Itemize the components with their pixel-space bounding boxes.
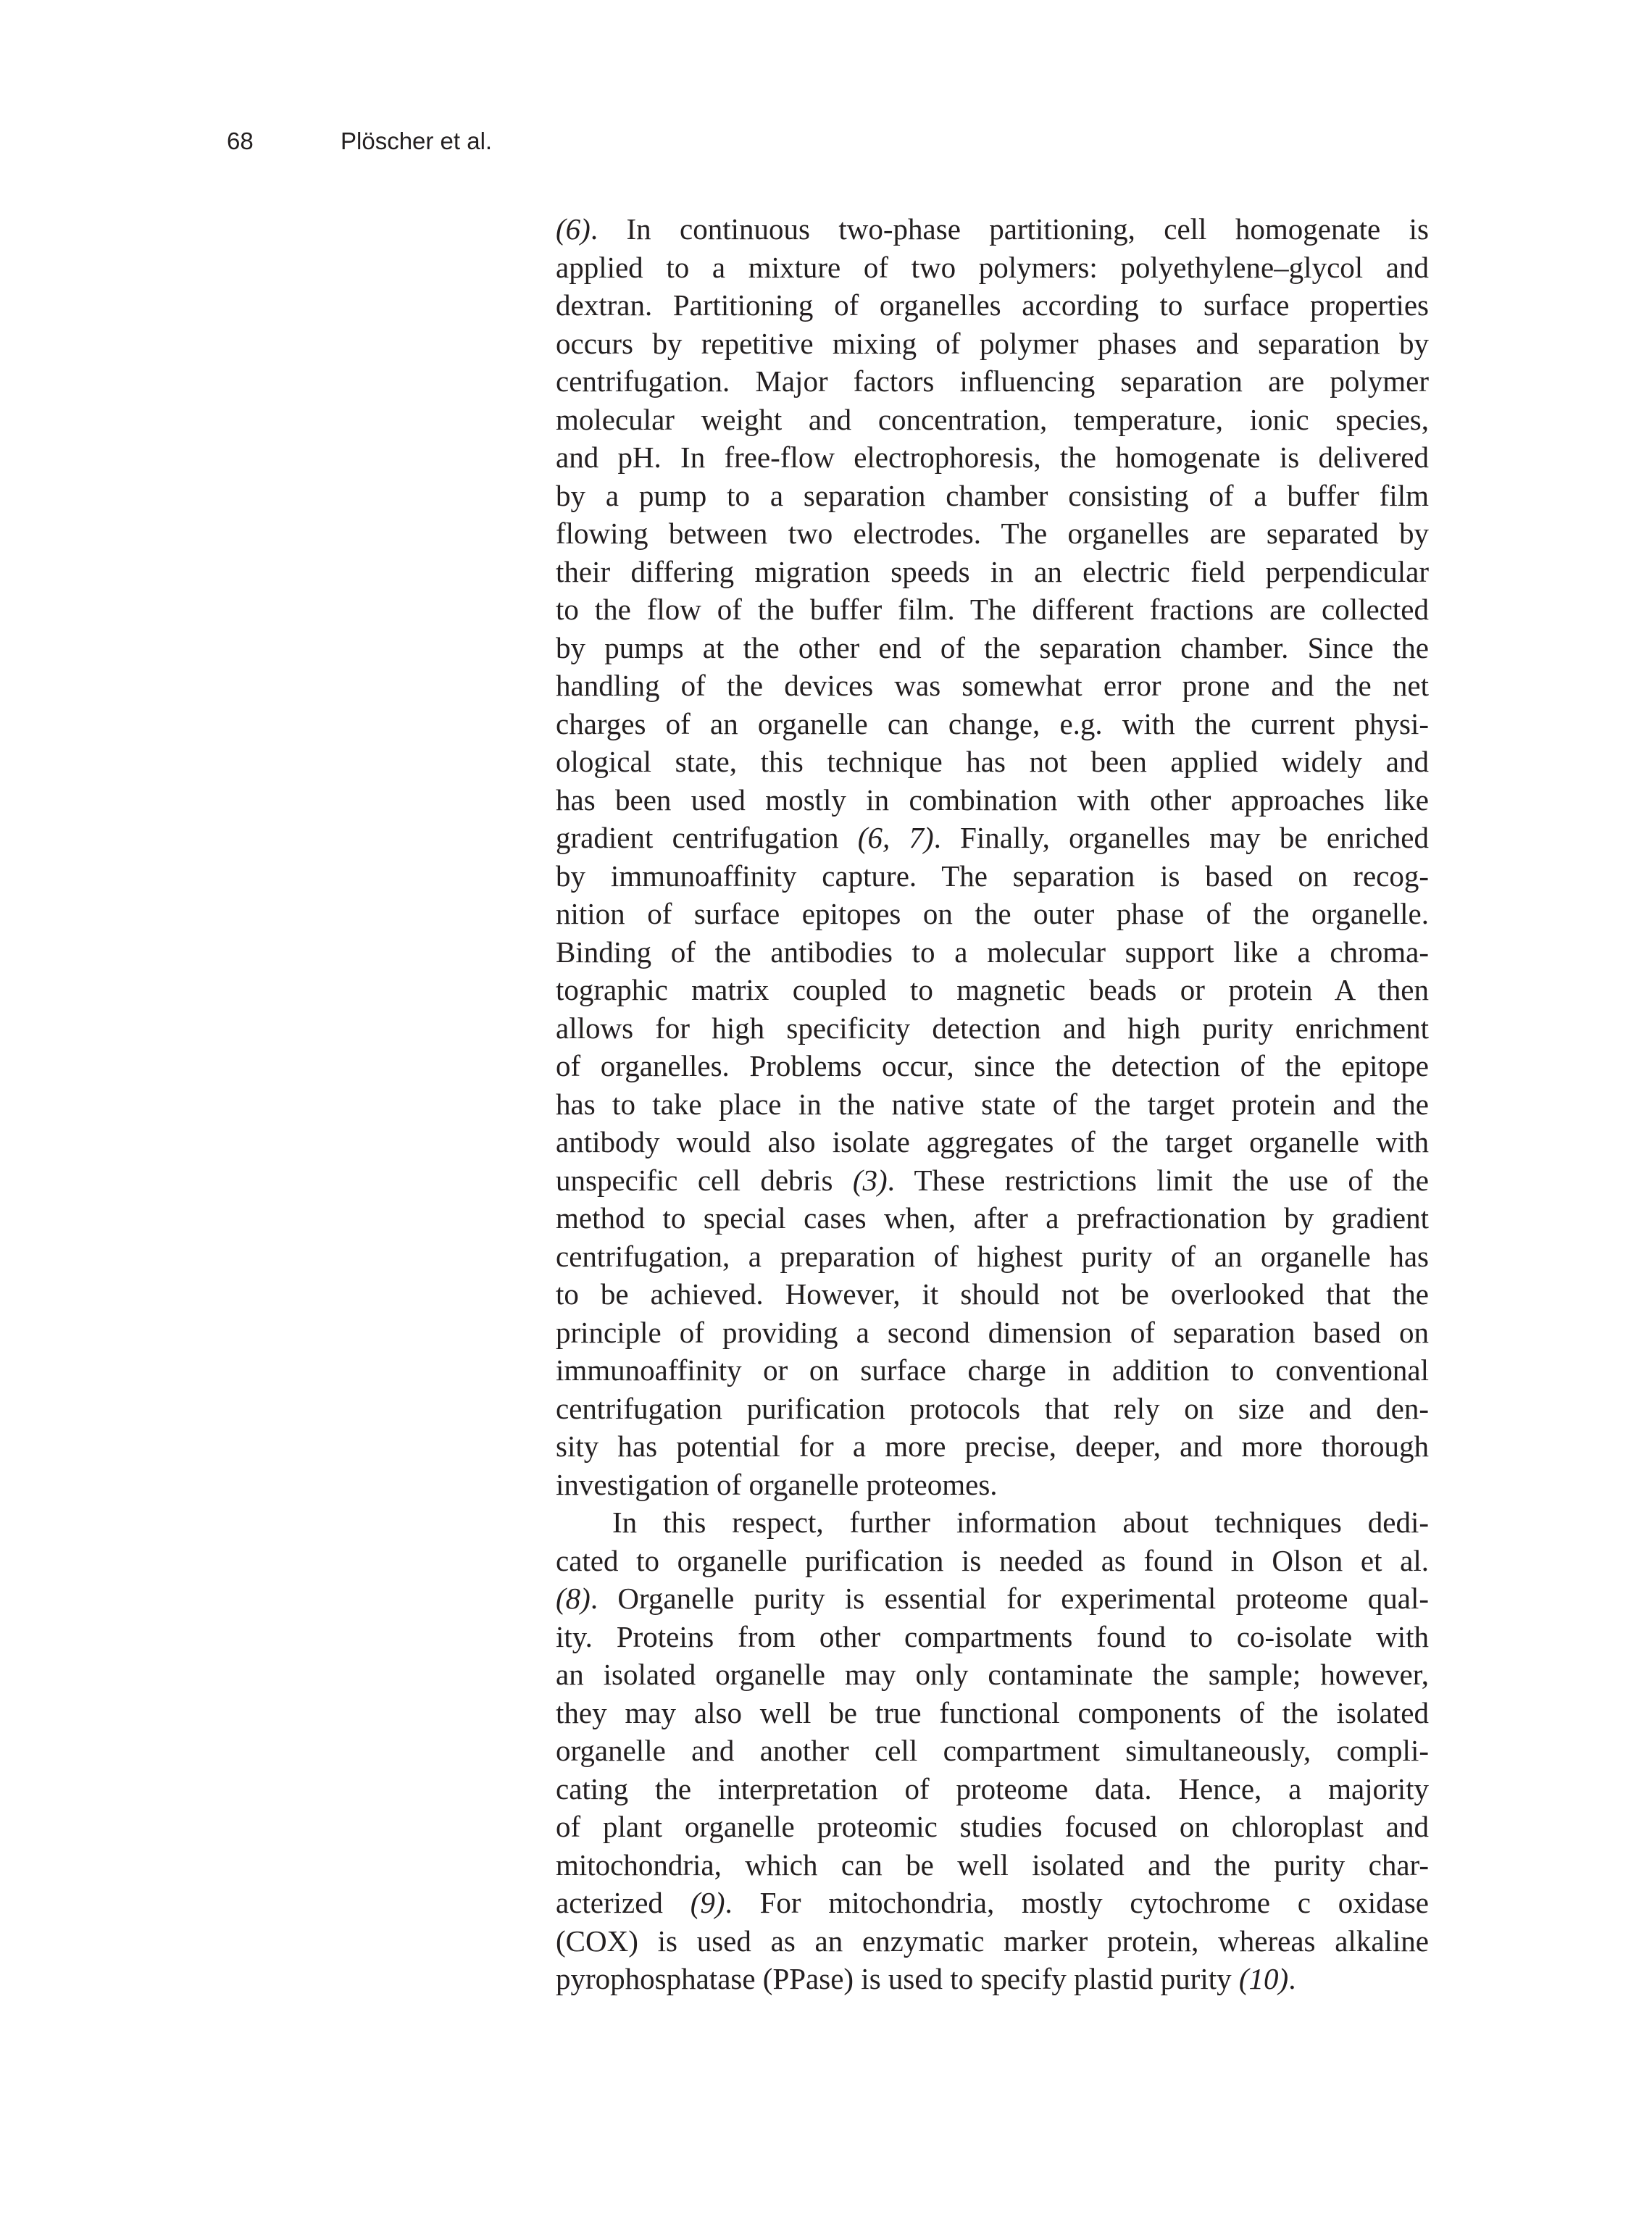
text-line (556, 971, 1429, 1009)
text-segment: and pH. In free-flow electrophoresis, the homogenate is delivered (556, 441, 1429, 474)
text-segment: sity has potential for a more precise, deeper, and more thorough (556, 1429, 1429, 1463)
text-line (556, 325, 1429, 363)
text-segment: by a pump to a separation chamber consisting of a buffer film (556, 478, 1429, 512)
text-line (556, 553, 1429, 591)
text-segment: centrifugation purification protocols that rely on size and den- (556, 1391, 1429, 1425)
text-line (556, 249, 1429, 287)
text-segment: centrifugation. Major factors influencing separation are polymer (556, 364, 1429, 398)
text-segment: occurs by repetitive mixing of polymer phases and separation by (556, 326, 1429, 360)
text-segment: centrifugation, a preparation of highest purity of an organelle has (556, 1239, 1429, 1273)
text-line (556, 1732, 1429, 1770)
text-segment: by immunoaffinity capture. The separation is based on recog- (556, 859, 1429, 893)
text-line (556, 705, 1429, 743)
citation: (6) (556, 212, 591, 246)
text-line (556, 477, 1429, 515)
text-segment: of organelles. Problems occur, since the detection of the epitope (556, 1049, 1429, 1082)
text-segment: (COX) is used as an enzymatic marker protein, whereas alkaline (556, 1924, 1429, 1958)
text-segment: . These restrictions limit the use of the (887, 1163, 1429, 1197)
text-line (556, 895, 1429, 933)
text-line (556, 1922, 1429, 1961)
text-line (556, 362, 1429, 401)
text-segment: their differing migration speeds in an electric field perpendicular (556, 554, 1429, 588)
text-segment: charges of an organelle can change, e.g. with the current physi- (556, 706, 1429, 740)
text-line (556, 401, 1429, 439)
text-segment: Binding of the antibodies to a molecular support like a chroma- (556, 935, 1429, 969)
text-segment: has to take place in the native state of the target protein and the (556, 1087, 1429, 1121)
text-segment: mitochondria, which can be well isolated and the purity char- (556, 1848, 1429, 1882)
text-segment: of plant organelle proteomic studies focused on chloroplast and (556, 1810, 1429, 1843)
text-segment: to be achieved. However, it should not be overlooked that the (556, 1277, 1429, 1311)
text-line (556, 514, 1429, 553)
text-segment: In this respect, further information about techniques dedi- (612, 1506, 1429, 1539)
text-segment: gradient centrifugation (556, 821, 858, 854)
text-segment: has been used mostly in combination with other approaches like (556, 782, 1429, 817)
text-segment: unspecific cell debris (556, 1163, 853, 1197)
text-line (556, 1884, 1429, 1922)
citation: (10) (1238, 1962, 1289, 1995)
text-line (556, 743, 1429, 781)
text-segment: ological state, this technique has not been applied widely and (556, 745, 1429, 778)
text-line (556, 1579, 1429, 1618)
citation: (8) (556, 1582, 591, 1615)
text-line (556, 1047, 1429, 1085)
text-segment: acterized (556, 1886, 691, 1919)
paragraph (556, 210, 1429, 1503)
text-segment: an isolated organelle may only contaminate the sample; however, (556, 1658, 1429, 1691)
text-line (556, 1542, 1429, 1580)
text-segment: handling of the devices was somewhat error prone and the net (556, 669, 1429, 702)
text-line (556, 1199, 1429, 1237)
text-line (556, 1161, 1429, 1200)
page-number: 68 (227, 128, 254, 154)
text-line (556, 1237, 1429, 1276)
text-segment: method to special cases when, after a prefractionation by gradient (556, 1201, 1429, 1235)
text-segment: flowing between two electrodes. The organelles are separated by (556, 517, 1429, 550)
text-segment: . Finally, organelles may be enriched (933, 821, 1430, 854)
body-text (556, 210, 1429, 1998)
text-line (556, 629, 1429, 667)
text-line (556, 1390, 1429, 1428)
text-segment: organelle and another cell compartment simultaneously, compli- (556, 1734, 1429, 1767)
text-segment: they may also well be true functional components of the isolated (556, 1695, 1429, 1729)
text-line (556, 1314, 1429, 1352)
citation: (3) (852, 1163, 888, 1197)
text-segment: antibody would also isolate aggregates of the target organelle with (556, 1125, 1429, 1159)
text-line (556, 1009, 1429, 1048)
text-segment: cating the interpretation of proteome data. Hence, a majority (556, 1771, 1429, 1806)
text-segment: dextran. Partitioning of organelles according to surface properties (556, 288, 1429, 322)
text-segment: pyrophosphatase (PPase) is used to specify plastid purity (556, 1962, 1239, 1995)
text-segment: . (1288, 1962, 1296, 1995)
text-line (556, 1351, 1429, 1390)
citation: (6, 7) (857, 821, 934, 854)
text-line (556, 1427, 1429, 1466)
text-line (556, 1618, 1429, 1656)
text-line (556, 1085, 1429, 1124)
text-line (556, 210, 1429, 249)
text-line (556, 438, 1429, 477)
text-segment: tographic matrix coupled to magnetic beads or protein A then (556, 973, 1429, 1006)
text-line (556, 1846, 1429, 1884)
text-segment: . For mitochondria, mostly cytochrome c oxidase (725, 1886, 1429, 1919)
text-line (556, 667, 1429, 705)
text-line (556, 1275, 1429, 1314)
text-line (556, 933, 1429, 972)
text-segment: cated to organelle purification is needed as found in Olson et al. (556, 1543, 1429, 1577)
text-segment: by pumps at the other end of the separation chamber. Since the (556, 630, 1429, 664)
text-segment: ity. Proteins from other compartments found to co-isolate with (556, 1619, 1429, 1653)
text-segment: investigation of organelle proteomes. (556, 1467, 998, 1501)
text-line (556, 590, 1429, 629)
text-line (556, 1960, 1429, 1998)
text-segment: . Organelle purity is essential for experimental proteome qual- (590, 1582, 1429, 1615)
text-line (556, 1656, 1429, 1694)
text-segment: molecular weight and concentration, temperature, ionic species, (556, 402, 1429, 436)
paragraph (556, 1503, 1429, 1998)
text-line (556, 286, 1429, 325)
running-head: Plöscher et al. (341, 128, 493, 154)
text-segment: principle of providing a second dimension of separation based on (556, 1315, 1429, 1349)
text-line (556, 819, 1429, 857)
text-segment: allows for high specificity detection and high purity enrichment (556, 1011, 1429, 1045)
text-segment: . In continuous two-phase partitioning, cell homogenate is (590, 212, 1429, 246)
text-line (556, 1466, 1429, 1504)
text-line (556, 1123, 1429, 1161)
text-line (556, 1694, 1429, 1732)
text-segment: immunoaffinity or on surface charge in addition to conventional (556, 1353, 1429, 1387)
text-segment: applied to a mixture of two polymers: polyethylene–glycol and (556, 250, 1429, 284)
text-line (556, 1808, 1429, 1846)
text-line (556, 781, 1429, 819)
text-line (556, 857, 1429, 896)
text-line (556, 1503, 1429, 1542)
citation: (9) (690, 1886, 725, 1919)
text-line (556, 1770, 1429, 1808)
text-segment: nition of surface epitopes on the outer phase of the organelle. (556, 897, 1429, 930)
text-segment: to the flow of the buffer film. The different fractions are collected (556, 593, 1429, 626)
